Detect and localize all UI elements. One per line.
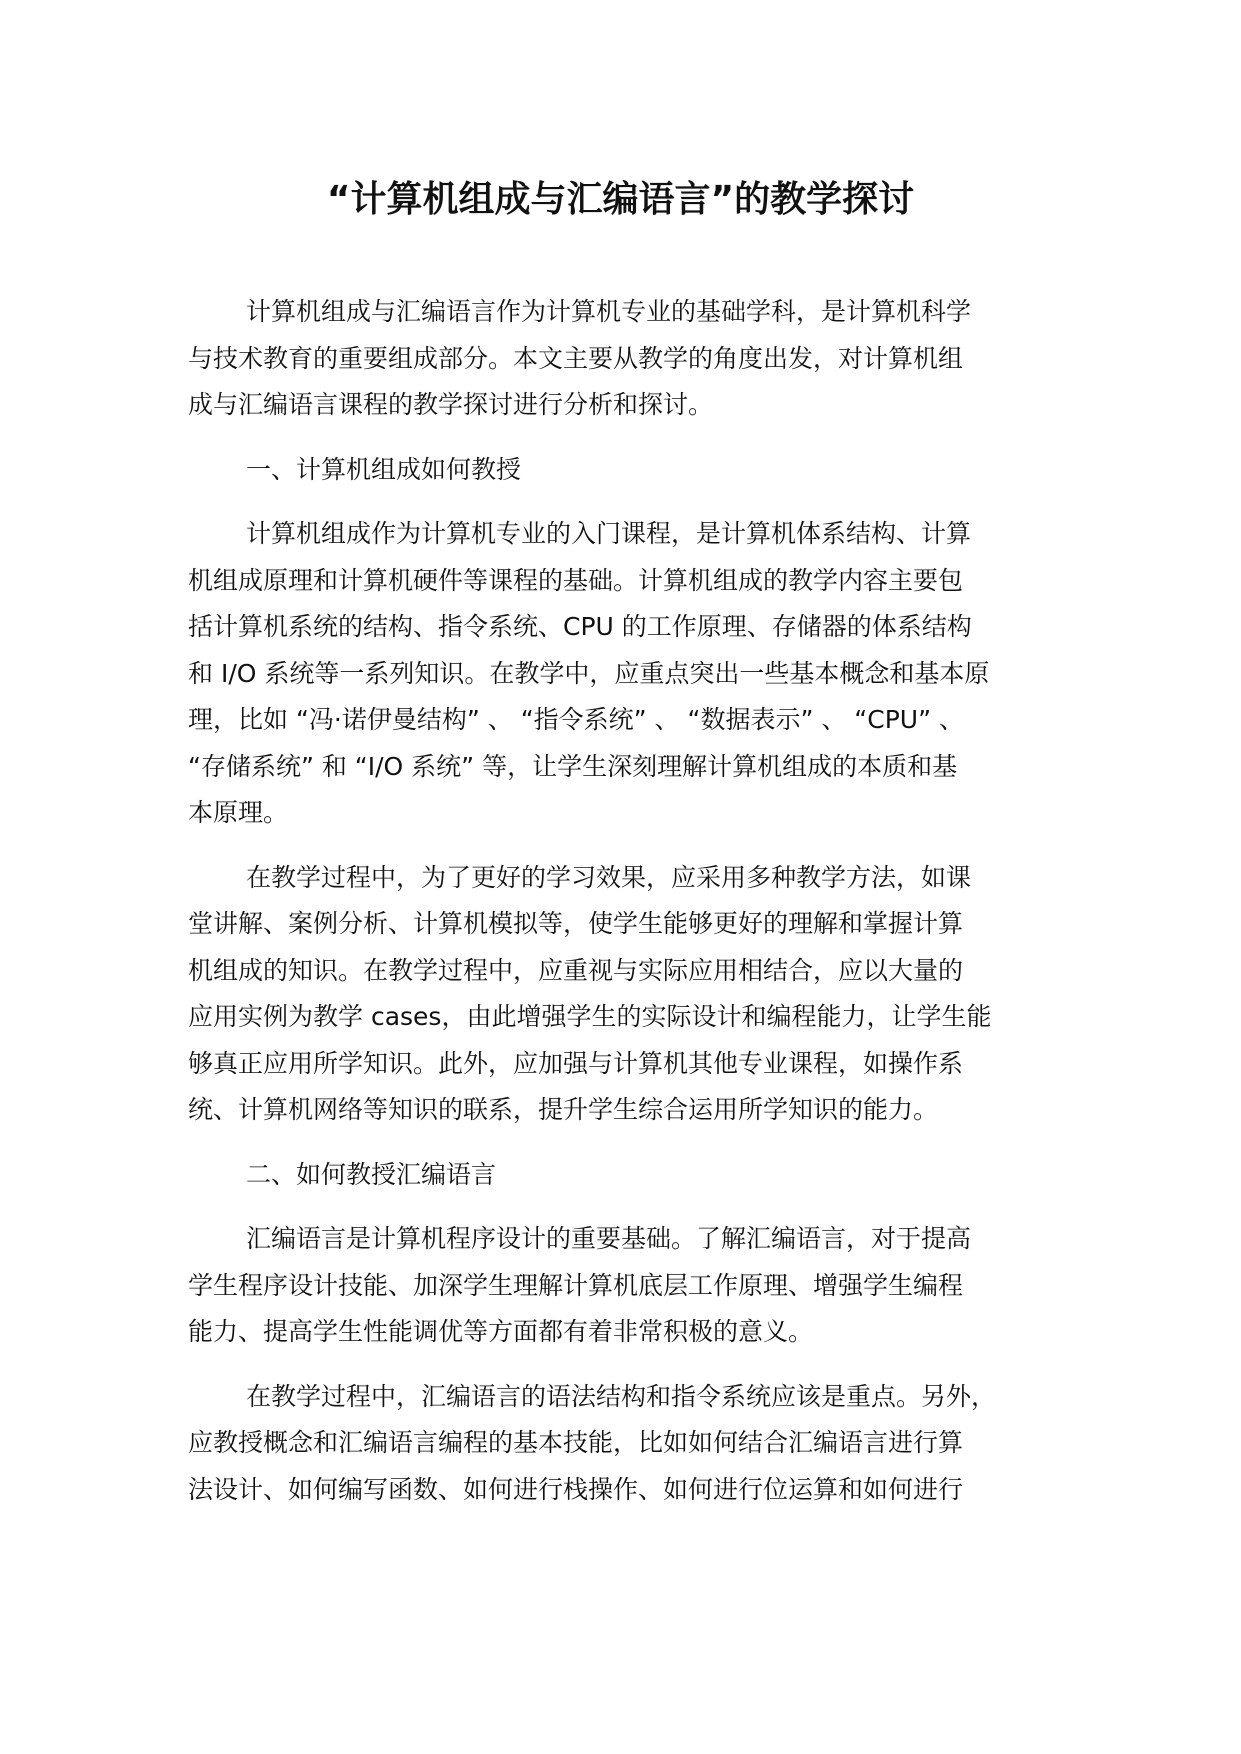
paragraph-line: 应用实例为教学 cases，由此增强学生的实际设计和编程能力，让学生能 [188,1002,992,1031]
paragraph-line: 机组成的知识。在教学过程中，应重视与实际应用相结合，应以大量的 [188,955,964,985]
paragraph-line: 计算机组成与汇编语言作为计算机专业的基础学科，是计算机科学 [246,297,972,326]
section-heading-1 [188,447,1068,494]
paragraph-line: 理，比如 “冯·诺伊曼结构” 、 “指令系统” 、 “数据表示” 、 “CPU” 、 [188,705,964,734]
paragraph-line: 能力、提高学生性能调优等方面都有着非常积极的意义。 [188,1317,814,1346]
paragraph-intro [188,289,1068,429]
paragraph-line: 计算机组成作为计算机专业的入门课程，是计算机体系结构、计算 [246,519,972,548]
paragraph-line: 在教学过程中，汇编语言的语法结构和指令系统应该是重点。另外， [246,1381,997,1411]
paragraph-line: 本原理。 [188,798,289,827]
paragraph-line: 统、计算机网络等知识的联系，提升学生综合运用所学知识的能力。 [188,1095,939,1124]
paragraph-assembly-importance [188,1216,1068,1356]
paragraph-teaching-methods [188,855,1068,1134]
paragraph-line: 括计算机系统的结构、指令系统、CPU 的工作原理、存储器的体系结构 [188,612,972,641]
paragraph-gap [188,1198,1068,1216]
paragraph-gap [188,1356,1068,1374]
paragraph-line: “存储系统” 和 “I/O 系统” 等，让学生深刻理解计算机组成的本质和基 [188,751,958,781]
paragraph-line: 法设计、如何编写函数、如何进行栈操作、如何进行位运算和如何进行 [188,1474,964,1504]
document-title: “计算机组成与汇编语言”的教学探讨 [326,179,915,220]
paragraph-line: 够真正应用所学知识。此外，应加强与计算机其他专业课程，如操作系 [188,1048,964,1078]
paragraph-line: 与技术教育的重要组成部分。本文主要从教学的角度出发，对计算机组 [188,343,964,373]
paragraph-line: 堂讲解、案例分析、计算机模拟等，使学生能够更好的理解和掌握计算 [188,909,964,938]
section-heading-2 [188,1152,1068,1199]
paragraph-line: 机组成原理和计算机硬件等课程的基础。计算机组成的教学内容主要包 [188,565,964,595]
section-heading-text: 二、如何教授汇编语言 [246,1159,497,1189]
paragraph-line: 应教授概念和汇编语言编程的基本技能，比如如何结合汇编语言进行算 [188,1428,964,1457]
paragraph-assembly-teaching [188,1374,1068,1514]
paragraph-gap [188,429,1068,447]
paragraph-line: 在教学过程中，为了更好的学习效果，应采用多种教学方法，如课 [246,862,972,892]
document-body [188,289,1068,1513]
paragraph-gap [188,1134,1068,1152]
paragraph-line: 学生程序设计技能、加深学生理解计算机底层工作原理、增强学生编程 [188,1270,964,1300]
section-heading-text: 一、计算机组成如何教授 [246,454,522,484]
paragraph-line: 和 I/O 系统等一系列知识。在教学中，应重点突出一些基本概念和基本原 [188,658,990,688]
paragraph-gap [188,837,1068,855]
paragraph-gap [188,493,1068,511]
paragraph-computer-organization [188,511,1068,837]
paragraph-line: 成与汇编语言课程的教学探讨进行分析和探讨。 [188,390,714,419]
paragraph-line: 汇编语言是计算机程序设计的重要基础。了解汇编语言，对于提高 [246,1224,972,1253]
